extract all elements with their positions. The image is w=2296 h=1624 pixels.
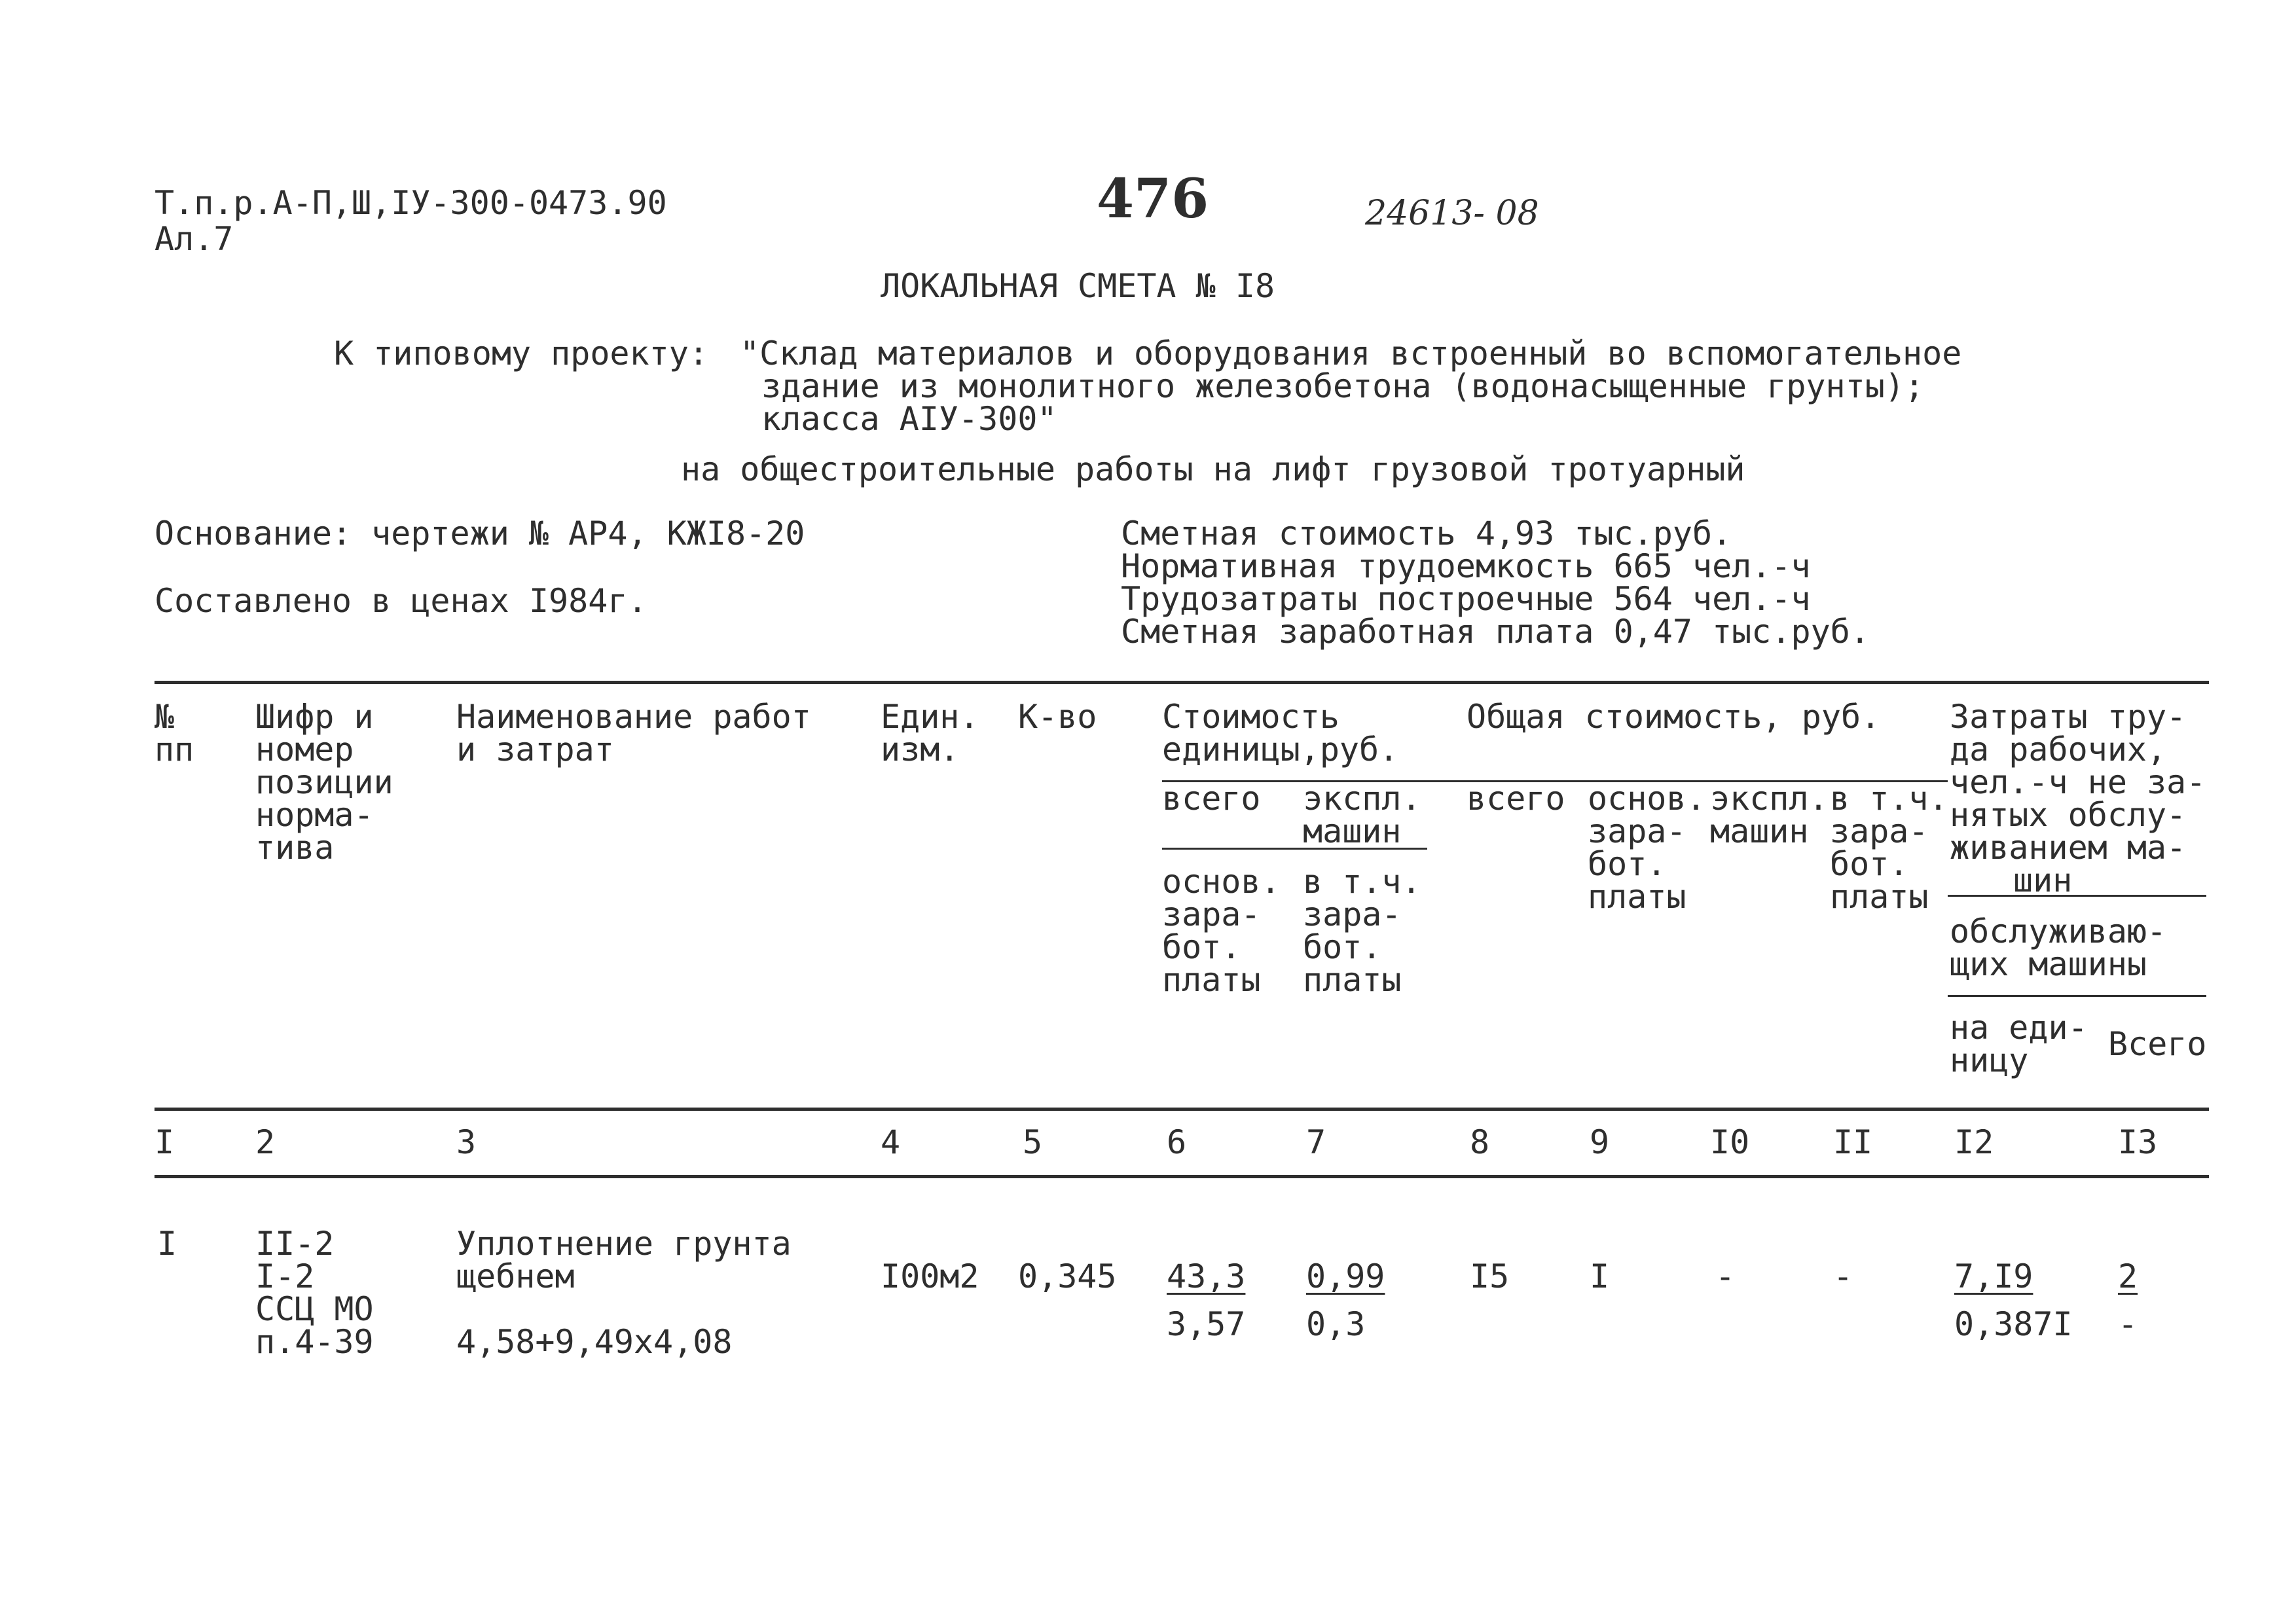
handwritten-reference: 24613- 08 — [1365, 194, 1539, 233]
header-labor-per-unit: ницу — [1950, 1041, 2029, 1079]
header-uc-machines: машин — [1303, 812, 1402, 850]
header-uc-total: всего — [1162, 780, 1261, 818]
header-tc-machine-wage: в т.ч. — [1830, 780, 1948, 818]
row-total-machines: - — [1715, 1257, 1736, 1295]
header-labor: да рабочих, — [1950, 731, 2167, 768]
row-calculation: 4,58+9,49х4,08 — [456, 1323, 733, 1361]
row-code: ССЦ МО — [255, 1290, 374, 1328]
header-unit: Един. — [881, 698, 979, 736]
header-code: норма- — [255, 796, 374, 834]
header-labor: чел.-ч не за- — [1950, 763, 2206, 801]
document-title: ЛОКАЛЬНАЯ СМЕТА № I8 — [881, 267, 1275, 305]
header-uc-machine-wage: платы — [1303, 961, 1402, 999]
header-unit-cost: единицы,руб. — [1162, 731, 1399, 768]
header-labor: нятых обслу- — [1950, 796, 2187, 834]
header-tc-total: всего — [1467, 780, 1565, 818]
header-uc-machine-wage: в т.ч. — [1303, 863, 1421, 901]
header-uc-machine-wage: зара- — [1303, 895, 1402, 933]
header-labor-per-unit: на еди- — [1950, 1009, 2088, 1047]
row-labor-total-machines: - — [2118, 1305, 2138, 1343]
price-base: Составлено в ценах I984г. — [155, 582, 647, 620]
header-labor-machines: щих машины — [1950, 945, 2147, 983]
header-labor: живанием ма- — [1950, 829, 2187, 867]
row-total-cost: I5 — [1470, 1257, 1510, 1295]
row-labor-total: 2 — [2118, 1257, 2138, 1295]
header-subrule — [1948, 995, 2206, 997]
subtitle: на общестроительные работы на лифт грузовой тротуарный — [681, 450, 1745, 488]
header-total-cost: Общая стоимость, руб. — [1467, 698, 1881, 736]
column-number: I0 — [1710, 1123, 1750, 1161]
header-uc-wage: зара- — [1162, 895, 1261, 933]
row-total-wage: I — [1590, 1257, 1610, 1295]
row-unit-cost-machines: 0,99 — [1306, 1257, 1385, 1295]
header-tc-wage: бот. — [1588, 845, 1667, 883]
column-number: 6 — [1167, 1123, 1187, 1161]
header-uc-machines: экспл. — [1303, 780, 1421, 818]
summary-line: Сметная заработная плата 0,47 тыс.руб. — [1121, 613, 1870, 651]
row-code: п.4-39 — [255, 1323, 374, 1361]
column-number: 9 — [1590, 1123, 1610, 1161]
header-name: Наименование работ — [456, 698, 811, 736]
row-unit-cost-machine-wage: 0,3 — [1306, 1305, 1366, 1343]
row-num: I — [157, 1225, 177, 1263]
header-tc-wage: платы — [1588, 878, 1686, 916]
basis-drawings: Основание: чертежи № АР4, КЖI8-20 — [155, 514, 805, 552]
album-number: Ал.7 — [155, 220, 234, 258]
header-labor: Затраты тру- — [1950, 698, 2187, 736]
column-number: I2 — [1954, 1123, 1994, 1161]
header-uc-wage: платы — [1162, 961, 1261, 999]
column-number: 8 — [1470, 1123, 1490, 1161]
page-number: 476 — [1097, 168, 1209, 230]
column-number: 2 — [255, 1123, 276, 1161]
header-tc-wage: основ. — [1588, 780, 1706, 818]
header-uc-machine-wage: бот. — [1303, 928, 1382, 966]
row-name: щебнем — [456, 1257, 575, 1295]
header-uc-wage: основ. — [1162, 863, 1281, 901]
row-total-machine-wage: - — [1833, 1257, 1853, 1295]
column-number: 4 — [881, 1123, 901, 1161]
project-line-2: здание из монолитного железобетона (водонасыщенные грунты); — [761, 367, 1925, 405]
summary-line: Нормативная трудоемкость 665 чел.-ч — [1121, 547, 1811, 585]
header-bottom-rule — [155, 1108, 2209, 1111]
header-unit-cost: Стоимость — [1162, 698, 1339, 736]
summary-line: Трудозатраты построечные 564 чел.-ч — [1121, 580, 1811, 618]
column-number: 3 — [456, 1123, 477, 1161]
row-labor-per-unit-machines: 0,387I — [1954, 1305, 2073, 1343]
column-number: II — [1833, 1123, 1873, 1161]
header-code: Шифр и — [255, 698, 374, 736]
project-prefix: К типовому проекту: — [334, 334, 708, 372]
header-code: позиции — [255, 763, 393, 801]
header-name: и затрат — [456, 731, 614, 768]
header-qty: К-во — [1018, 698, 1097, 736]
header-unit: изм. — [881, 731, 960, 768]
column-number: 5 — [1023, 1123, 1043, 1161]
document-code: Т.п.р.А-П,Ш,IУ-300-0473.90 — [155, 184, 667, 222]
column-number: I3 — [2118, 1123, 2158, 1161]
header-uc-wage: бот. — [1162, 928, 1241, 966]
row-unit: I00м2 — [881, 1257, 979, 1295]
header-tc-machine-wage: зара- — [1830, 812, 1929, 850]
project-line-3: класса АIУ-300" — [761, 400, 1057, 438]
header-tc-wage: зара- — [1588, 812, 1686, 850]
column-number: I — [155, 1123, 175, 1161]
column-number: 7 — [1306, 1123, 1326, 1161]
header-num: № — [155, 698, 175, 736]
header-tc-machine-wage: платы — [1830, 878, 1929, 916]
header-tc-machine-wage: бот. — [1830, 845, 1909, 883]
header-subrule — [1948, 895, 2206, 897]
header-num: пп — [155, 731, 194, 768]
header-tc-machines: машин — [1710, 812, 1809, 850]
row-labor-per-unit: 7,I9 — [1954, 1257, 2033, 1295]
row-qty: 0,345 — [1018, 1257, 1117, 1295]
row-code: I-2 — [255, 1257, 315, 1295]
project-line-1: "Склад материалов и оборудования встроенный во вспомогательное — [740, 334, 1962, 372]
row-name: Уплотнение грунта — [456, 1225, 792, 1263]
row-unit-cost-wage: 3,57 — [1167, 1305, 1246, 1343]
header-tc-machines: экспл. — [1710, 780, 1829, 818]
summary-line: Сметная стоимость 4,93 тыс.руб. — [1121, 514, 1732, 552]
column-numbers-rule — [155, 1175, 2209, 1178]
header-labor-total: Всего — [2108, 1025, 2207, 1063]
header-code: номер — [255, 731, 354, 768]
table-top-rule — [155, 681, 2209, 684]
header-labor-machines: обслуживаю- — [1950, 912, 2167, 950]
header-code: тива — [255, 829, 335, 867]
row-code: II-2 — [255, 1225, 335, 1263]
row-unit-cost-total: 43,3 — [1167, 1257, 1246, 1295]
header-labor: шин — [2013, 861, 2073, 899]
